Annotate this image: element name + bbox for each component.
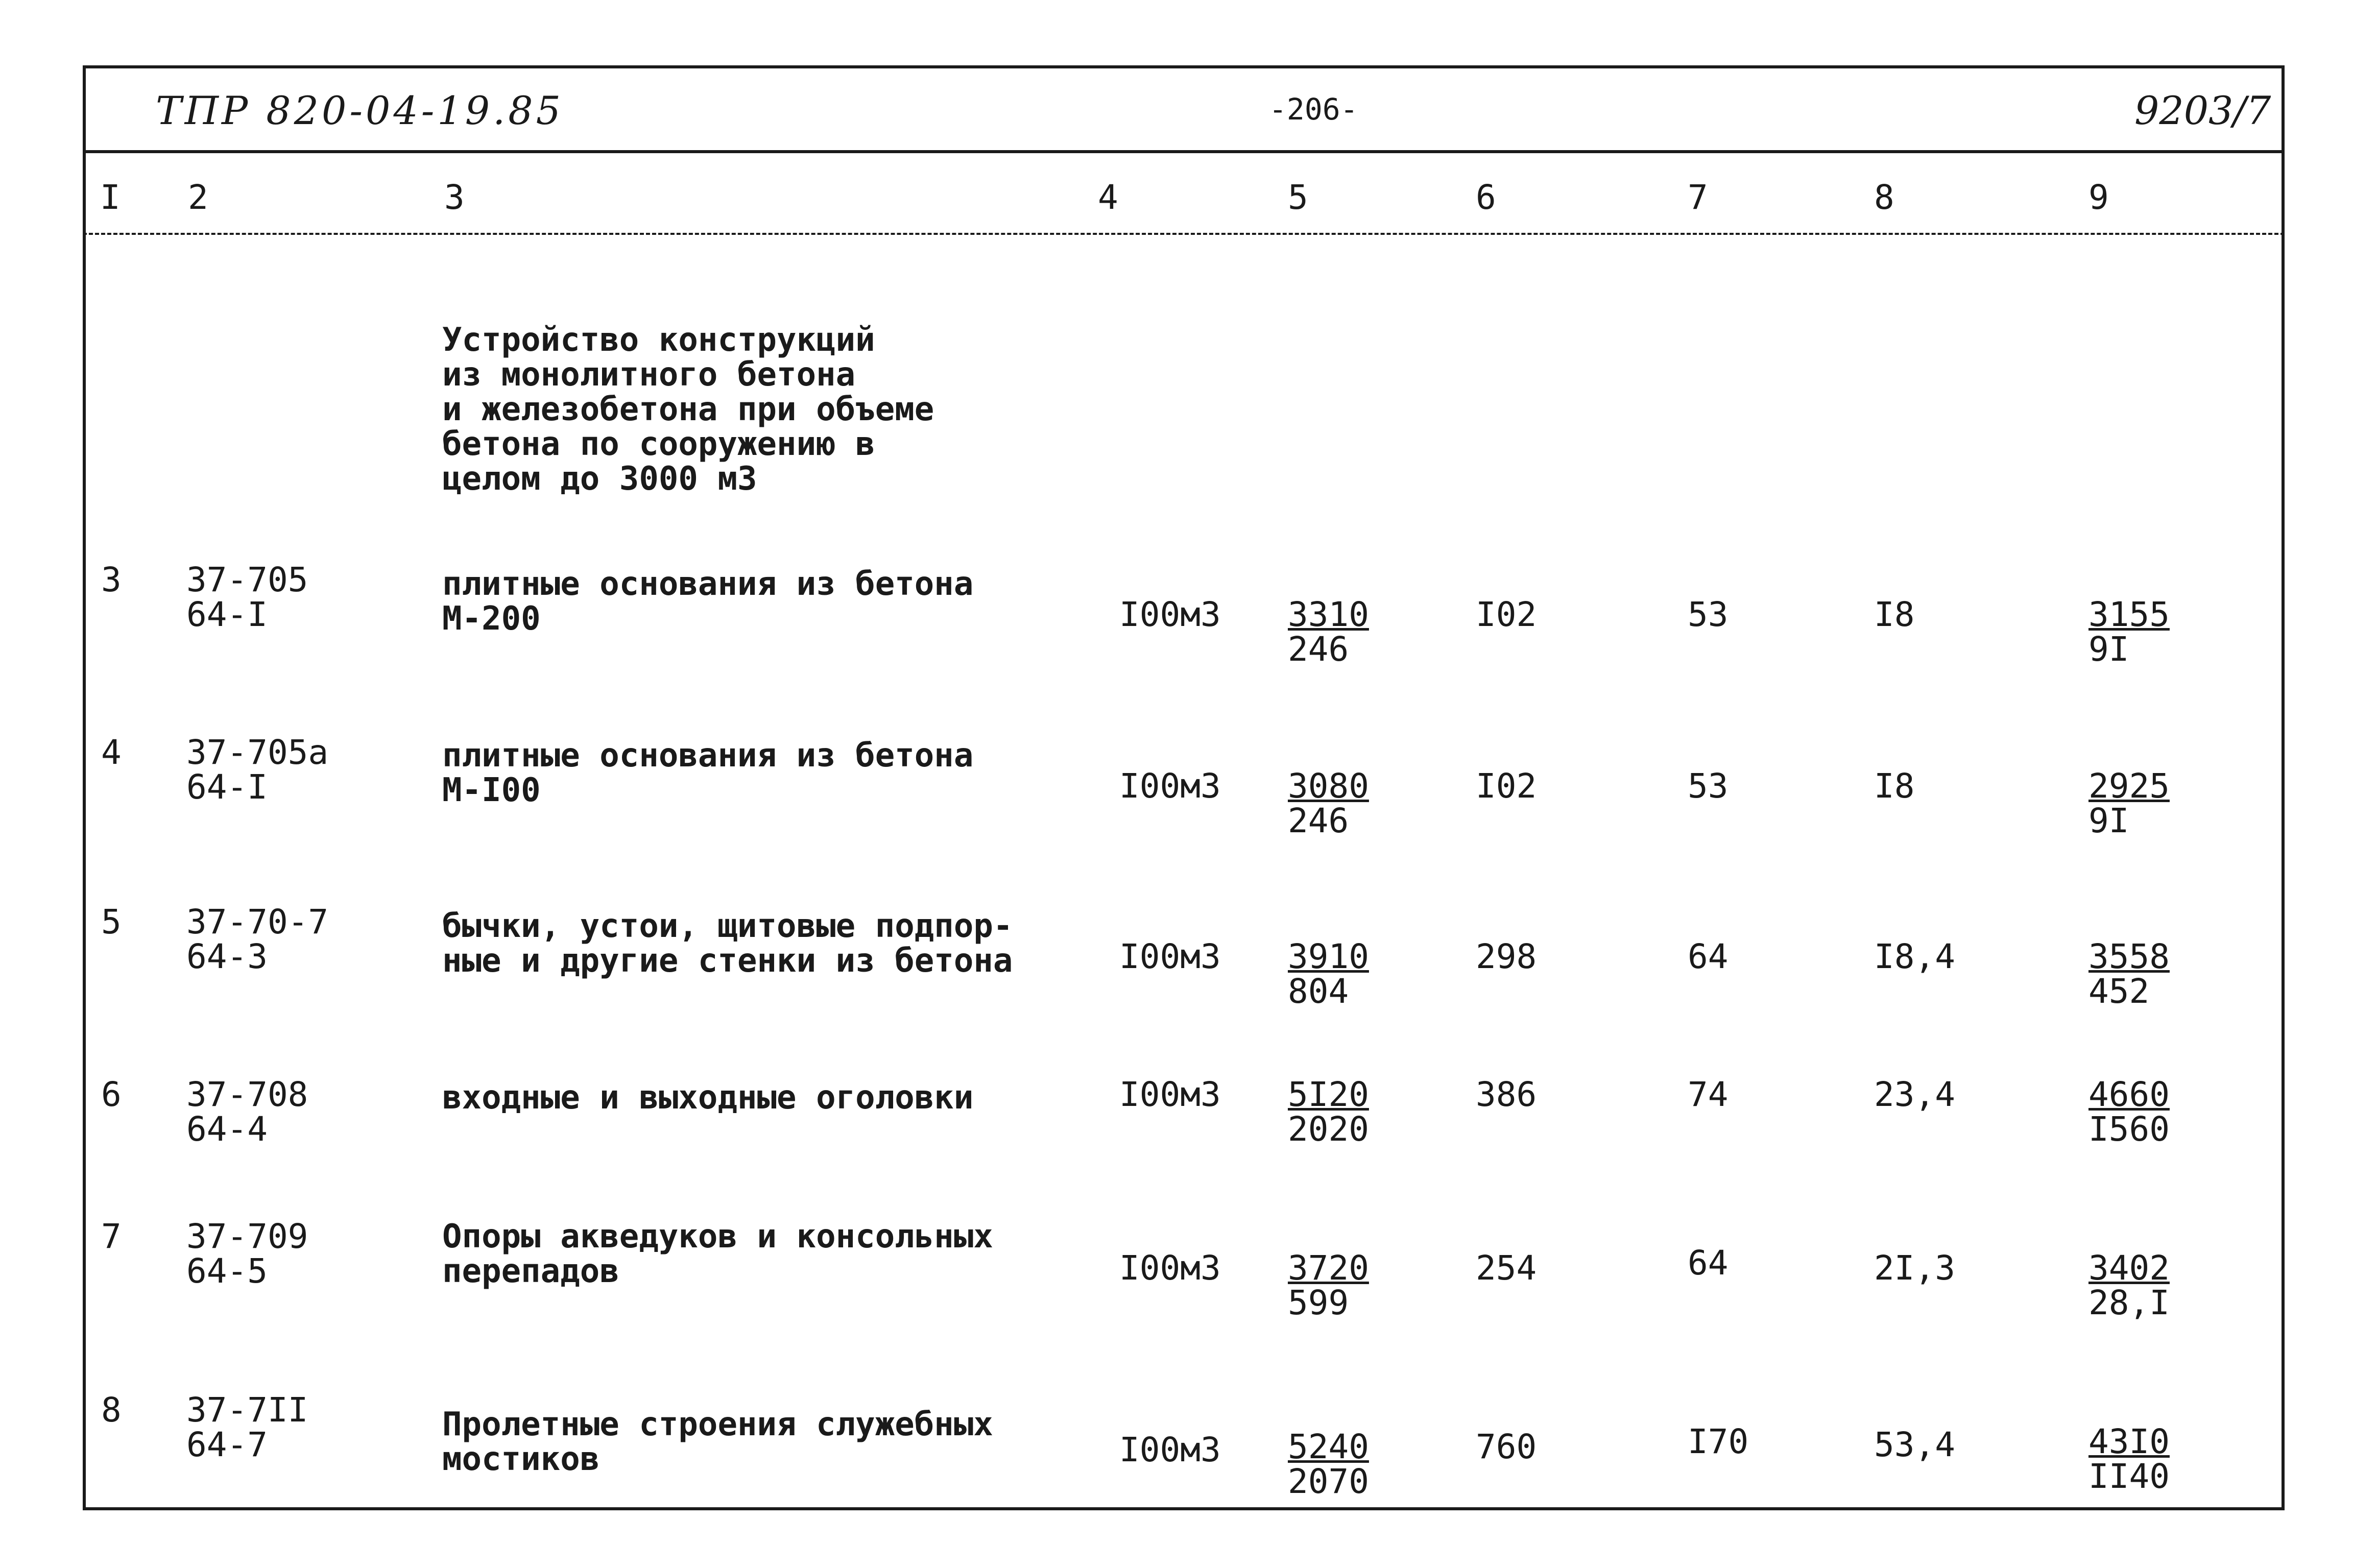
page-number: -206- [1269, 92, 1358, 127]
total-denominator: I560 [2088, 1109, 2170, 1149]
work-description-line: Опоры акведуков и консольных [442, 1218, 993, 1256]
col8-value: I8,4 [1874, 937, 1955, 976]
col6-value: I02 [1476, 595, 1537, 634]
unit: I00м3 [1119, 1430, 1221, 1469]
col7-value: 64 [1688, 1243, 1728, 1283]
column-header-6: 6 [1476, 178, 1496, 217]
total-numerator: 43I0 [2088, 1422, 2170, 1461]
work-description-line: М-200 [442, 600, 541, 638]
row-number: 8 [101, 1390, 122, 1430]
work-description [442, 738, 973, 808]
total-numerator: 3155 [2088, 595, 2170, 634]
column-header-5: 5 [1288, 178, 1308, 217]
section-title [442, 323, 934, 496]
col8-value: I8 [1874, 595, 1915, 634]
work-description-line: входные и выходные оголовки [442, 1079, 974, 1117]
col7-value: 64 [1688, 937, 1728, 976]
section-title-line: целом до 3000 м3 [442, 460, 757, 498]
norm-code [186, 1219, 308, 1289]
col8-value: 23,4 [1874, 1075, 1955, 1114]
norm-code [186, 1077, 308, 1147]
col6-value: I02 [1476, 766, 1537, 806]
sheet-id: 9203/7 [2134, 88, 2271, 133]
document-id: ТПР 820-04-19.85 [156, 88, 564, 133]
section-title-line: и железобетона при объеме [442, 391, 934, 428]
total-fraction [2088, 939, 2170, 1009]
col8-value: 2I,3 [1874, 1248, 1955, 1288]
cost-fraction [1288, 939, 1369, 1009]
header-divider [83, 150, 2285, 153]
work-description-line: ные и другие стенки из бетона [442, 942, 1013, 980]
col7-value: I70 [1688, 1422, 1749, 1461]
col7-value: 53 [1688, 766, 1728, 806]
cost-denominator: 2020 [1288, 1109, 1369, 1149]
total-numerator: 2925 [2088, 766, 2170, 806]
norm-code [186, 735, 328, 805]
norm-code-line: 37-708 [186, 1075, 308, 1114]
cost-denominator: 804 [1288, 972, 1349, 1011]
norm-code [186, 1390, 308, 1464]
norm-code-line: 37-709 [186, 1217, 308, 1256]
col6-value: 254 [1476, 1248, 1537, 1288]
col6-value: 760 [1476, 1427, 1537, 1466]
cost-fraction [1288, 1077, 1369, 1147]
total-fraction [2088, 1077, 2170, 1147]
row-number: 3 [101, 560, 122, 599]
total-fraction [2088, 597, 2170, 667]
total-denominator: 28,I [2088, 1283, 2170, 1322]
col7-value: 53 [1688, 595, 1728, 634]
total-fraction [2088, 766, 2170, 840]
work-description [442, 567, 973, 636]
section-title-line: из монолитного бетона [442, 356, 856, 394]
column-header-3: 3 [444, 178, 465, 217]
cost-denominator: 246 [1288, 801, 1349, 840]
norm-code-line: 64-3 [186, 937, 268, 976]
column-header-4: 4 [1098, 178, 1118, 217]
row-number: 7 [101, 1217, 122, 1256]
cost-numerator: 3720 [1288, 1248, 1369, 1288]
norm-code-line: 64-I [186, 767, 268, 807]
column-header-2: 2 [188, 178, 208, 217]
section-title-line: бетона по сооружению в [442, 425, 875, 463]
total-denominator: 452 [2088, 972, 2150, 1011]
work-description-line: Пролетные строения служебных [442, 1406, 993, 1443]
norm-code-line: 37-7II [186, 1390, 308, 1430]
row-number: 4 [101, 733, 122, 772]
cost-fraction [1288, 1248, 1369, 1322]
norm-code [186, 902, 329, 976]
unit: I00м3 [1119, 937, 1221, 976]
cost-denominator: 246 [1288, 630, 1349, 669]
cost-numerator: 3310 [1288, 595, 1369, 634]
unit: I00м3 [1119, 1248, 1221, 1288]
work-description-line: перепадов [442, 1252, 619, 1290]
cost-fraction [1288, 597, 1369, 667]
col6-value: 386 [1476, 1075, 1537, 1114]
unit: I00м3 [1119, 595, 1221, 634]
total-denominator: 9I [2088, 630, 2129, 669]
col8-value: 53,4 [1874, 1425, 1955, 1464]
work-description [442, 1219, 993, 1289]
cost-numerator: 3080 [1288, 766, 1369, 806]
col6-value: 298 [1476, 937, 1537, 976]
work-description-line: плитные основания из бетона [442, 565, 974, 603]
work-description [442, 1407, 993, 1477]
norm-code-line: 64-I [186, 595, 268, 634]
cost-denominator: 599 [1288, 1283, 1349, 1322]
cost-fraction [1288, 1427, 1369, 1501]
norm-code-line: 64-7 [186, 1425, 268, 1464]
work-description-line: бычки, устои, щитовые подпор- [442, 907, 1013, 945]
cost-fraction [1288, 766, 1369, 840]
work-description-line: плитные основания из бетона [442, 737, 974, 775]
total-numerator: 4660 [2088, 1075, 2170, 1114]
col7-value: 74 [1688, 1075, 1728, 1114]
work-description [442, 909, 1013, 978]
work-description-line: М-I00 [442, 771, 541, 809]
column-header-1: I [100, 178, 121, 217]
row-number: 6 [101, 1075, 122, 1114]
norm-code-line: 37-70-7 [186, 902, 329, 942]
cost-numerator: 3910 [1288, 937, 1369, 976]
cost-numerator: 5I20 [1288, 1075, 1369, 1114]
total-numerator: 3558 [2088, 937, 2170, 976]
column-header-7: 7 [1688, 178, 1708, 217]
total-fraction [2088, 1422, 2170, 1496]
work-description-line: мостиков [442, 1440, 600, 1478]
column-header-divider [83, 233, 2285, 235]
col8-value: I8 [1874, 766, 1915, 806]
total-denominator: II40 [2088, 1457, 2170, 1496]
norm-code [186, 560, 308, 634]
column-header-9: 9 [2088, 178, 2109, 217]
norm-code-line: 37-705 [186, 560, 308, 599]
cost-numerator: 5240 [1288, 1427, 1369, 1466]
unit: I00м3 [1119, 1075, 1221, 1114]
norm-code-line: 64-5 [186, 1251, 268, 1291]
total-numerator: 3402 [2088, 1248, 2170, 1288]
total-denominator: 9I [2088, 801, 2129, 840]
row-number: 5 [101, 902, 122, 942]
unit: I00м3 [1119, 766, 1221, 806]
cost-denominator: 2070 [1288, 1462, 1369, 1501]
total-fraction [2088, 1248, 2170, 1322]
norm-code-line: 37-705а [186, 733, 329, 772]
column-header-8: 8 [1874, 178, 1894, 217]
work-description [442, 1080, 973, 1115]
norm-code-line: 64-4 [186, 1109, 268, 1149]
section-title-line: Устройство конструкций [442, 321, 875, 359]
